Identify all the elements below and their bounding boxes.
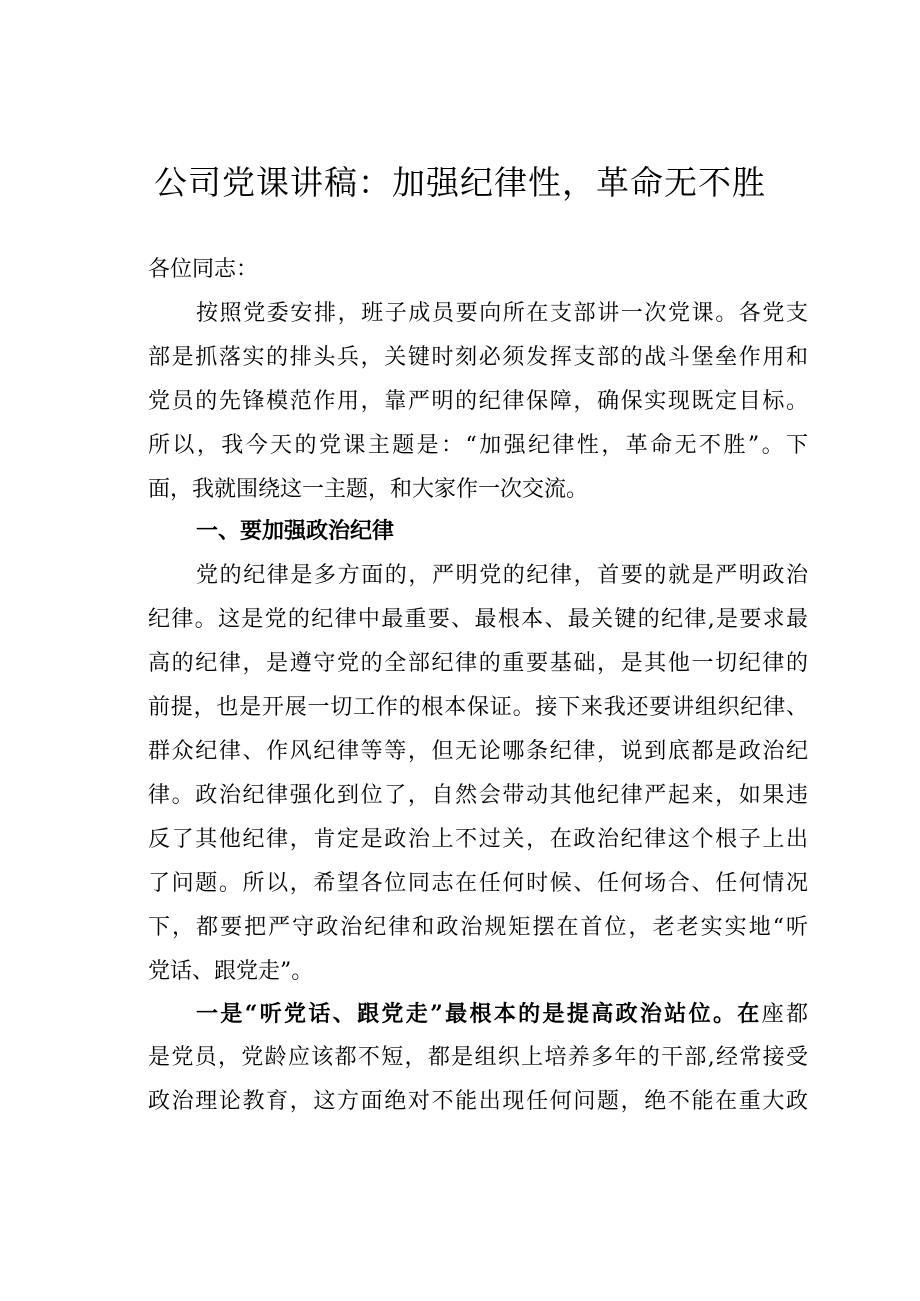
body-line: 纪律。这是党的纪律中最重要、最根本、最关键的纪律,是要求最	[148, 607, 808, 632]
body-line: 下，都要把严守政治纪律和政治规矩摆在首位，老老实实地“听	[148, 915, 808, 940]
body-line: 反了其他纪律，肯定是政治上不过关，在政治纪律这个根子上出	[148, 827, 808, 852]
body-line: 党的纪律是多方面的，严明党的纪律，首要的就是严明政治	[196, 563, 808, 588]
section-heading: 一、要加强政治纪律	[196, 519, 395, 544]
intro-line: 部是抓落实的排头兵，关键时刻必须发挥支部的战斗堡垒作用和	[148, 345, 808, 370]
body-line: 政治理论教育，这方面绝对不能出现任何问题，绝不能在重大政	[148, 1089, 808, 1114]
body-line: 了问题。所以，希望各位同志在任何时候、任何场合、任何情况	[148, 871, 808, 896]
intro-line: 按照党委安排，班子成员要向所在支部讲一次党课。各党支	[196, 301, 808, 326]
intro-line: 所以，我今天的党课主题是：“加强纪律性，革命无不胜”。下	[148, 433, 808, 458]
body-line: 党话、跟党走”。	[148, 959, 314, 984]
body-line: 前提，也是开展一切工作的根本保证。接下来我还要讲组织纪律、	[148, 695, 808, 720]
salutation: 各位同志：	[148, 257, 259, 282]
body-line: 群众纪律、作风纪律等等，但无论哪条纪律，说到底都是政治纪	[148, 739, 808, 764]
body-line: 是党员，党龄应该都不短，都是组织上培养多年的干部,经常接受	[148, 1045, 808, 1070]
point-lead: 一是“听党话、跟党走”最根本的是提高政治站位。在	[196, 1001, 762, 1027]
body-line: 律。政治纪律强化到位了，自然会带动其他纪律严起来，如果违	[148, 783, 808, 808]
point-line	[196, 992, 808, 1036]
body-line: 高的纪律，是遵守党的全部纪律的重要基础，是其他一切纪律的	[148, 651, 808, 676]
intro-line: 面，我就围绕这一主题，和大家作一次交流。	[148, 477, 589, 502]
intro-line: 党员的先锋模范作用，靠严明的纪律保障，确保实现既定目标。	[148, 389, 808, 414]
page-title: 公司党课讲稿：加强纪律性，革命无不胜	[154, 163, 766, 202]
point-lead-rest: 座都	[761, 1002, 808, 1027]
